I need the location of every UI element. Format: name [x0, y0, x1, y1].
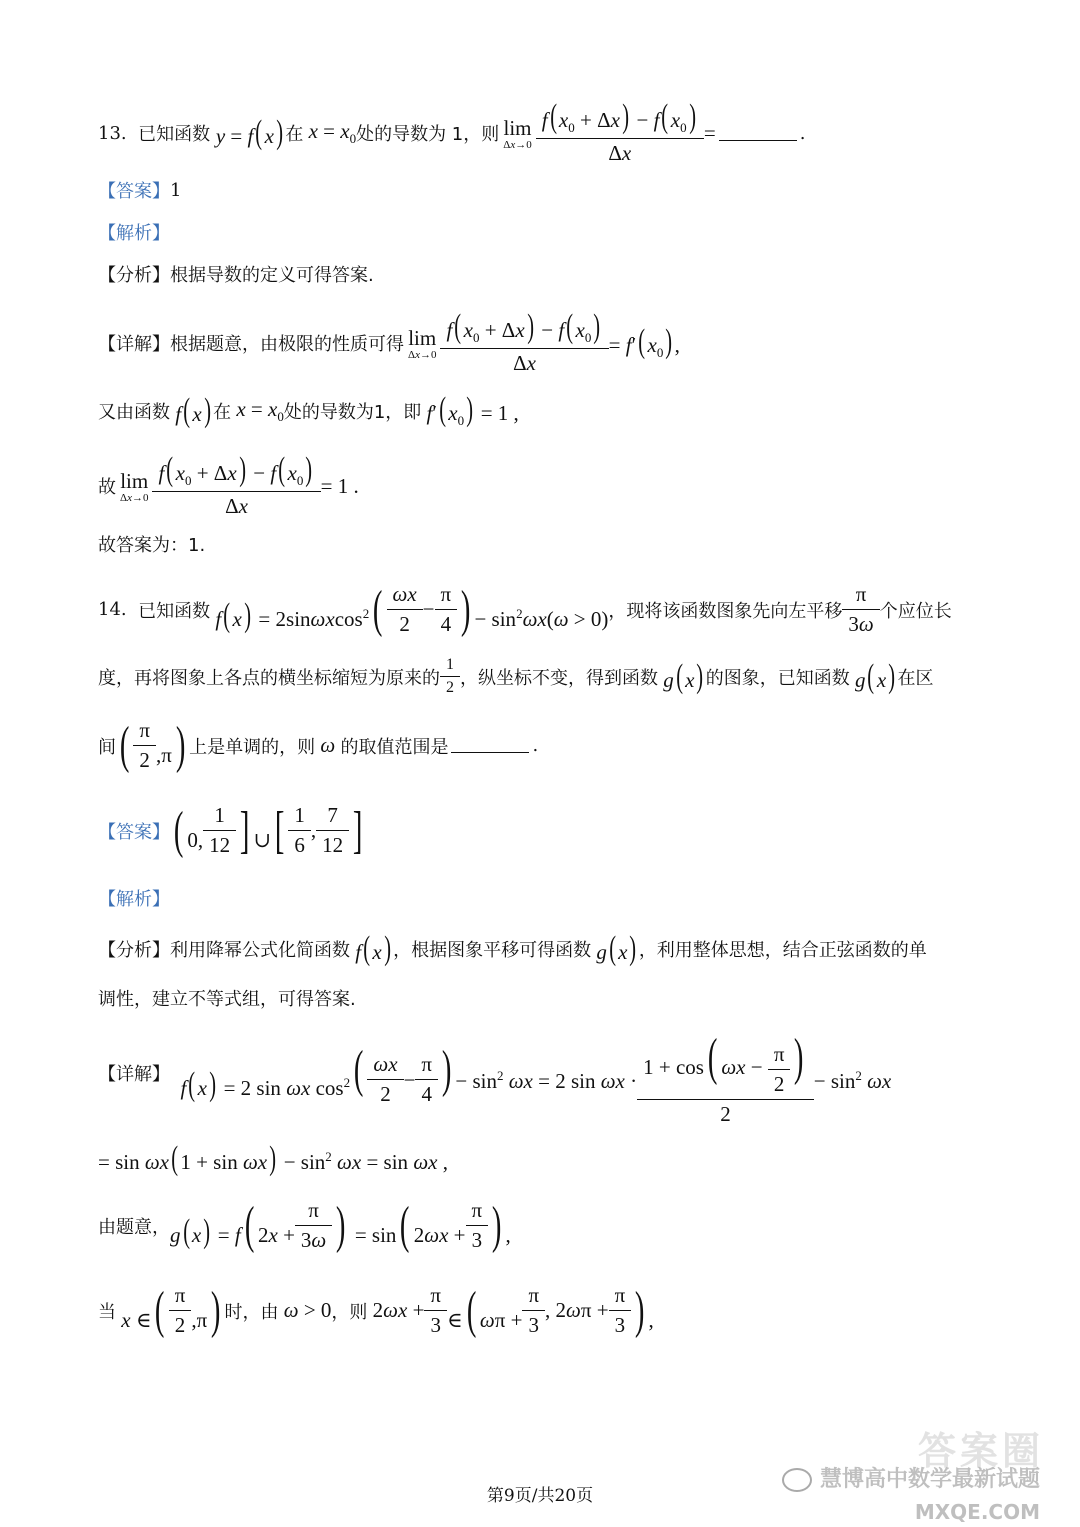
answer-blank [719, 126, 797, 141]
q13-number: 13. [98, 122, 127, 144]
q13-answer: 【答案】 1 [98, 179, 182, 202]
q13-line2: 又由函数 f( x) 在 $x = x_0$ 处的导数为1，即 f′( $x_0) = 1$ , [98, 391, 519, 429]
q13-fenxi: 【分析】 根据导数的定义可得答案. [98, 265, 374, 286]
q13-xiangjie: 【详解】 根据题意，由极限的性质可得 lim Δx→0 $\frac{f( x_0 + \Delta x) - f( x_0)}{\Delta x}$ = f′( $x_0$) , [98, 308, 680, 375]
q14-g: 由题意， g( x) = f( 2x + $\frac{\pi}{3\omega}$ ) = sin( 2ωx + $\frac{\pi}{3}$ ) , [98, 1196, 511, 1254]
page-footer: 第9页/共20页 [486, 1486, 594, 1506]
q14-stem-1: 14. 已知函数 f( x) = 2sinωxcos$^2$( $\frac{\omega x}{2}$ − $\frac{\pi}{4}$ ) − $\sin^2\omega x(\omega > 0)$ ，现将该函数图象先向左平移 $\frac{\pi}{3\omega}$ 个应位长 [98, 580, 952, 638]
q13-stem: 13. 已知函数 y = f( x) 在 $x = x_0$ 处的导数为 1，则 lim Δx→0 $\frac{f( x_0 + \Delta x) - f( x_0)}{\Delta x}$ = . [98, 98, 806, 165]
q14-number: 14. [98, 599, 127, 620]
q14-stem-3: 间 ( $\frac{\pi}{2}$ ,π) 上是单调的，则 ω 的取值范围是 . [98, 716, 539, 774]
q14-answer: 【答案】 ( 0, $\frac{1}{12}$ ] ∪[ $\frac{1}{6}$ , $\frac{7}{12}$ ] [98, 801, 363, 859]
q13-gu: 故 lim Δx→0 $\frac{f( x_0 + \Delta x) - f( x_0)}{\Delta x}$ = 1 . [98, 451, 359, 518]
q13-text: 已知函数 [138, 124, 211, 145]
watermark-brand: 答案圈 [917, 1429, 1044, 1473]
q14-stem-2: 度，再将图象上各点的横坐标缩短为原来的 $\frac{1}{2}$ ，纵坐标不变，得到函数 g( x) 的图象，已知函数 g( x) 在区 [98, 656, 934, 696]
q14-simplify: = sin ωx( $1 + \sin \omega x) - \sin^2 \omega x = \sin \omega x$ , [98, 1140, 448, 1177]
q14-jiexi: 【解析】 [98, 889, 170, 910]
watermark: 慧博高中数学最新试题 [782, 1462, 1040, 1493]
q13-conclusion: 故答案为：1. [98, 535, 206, 556]
watermark-site: MXQE.COM [914, 1500, 1040, 1524]
q13-jiexi: 【解析】 [98, 223, 170, 244]
q14-fenxi-2: 调性，建立不等式组，可得答案. [98, 989, 356, 1010]
answer-blank [451, 738, 529, 753]
q14-fenxi: 【分析】 利用降幂公式化简函数 f( x) ，根据图象平移可得函数 g( x) ，利用整体思想，结合正弦函数的单 [98, 930, 927, 967]
q14-xiangjie: 【详解】 f( x) = 2 sin ωx $\cos^2$ ( $\frac{\omega x}{2}$ − $\frac{\pi}{4}$ ) − $\sin^2 \omega x = 2$ sin ωx · 1 + cos( ωx − $\frac{\pi}{2}$ ) 2 − $\sin^2 \omega x$ [98, 1029, 892, 1126]
q14-range: 当 x ∈( $\frac{\pi}{2}$ ,π) 时，由 ω > 0 ，则 2ωx + $\frac{\pi}{3}$ ∈( ωπ + $\frac{\pi}{3}$ , 2ωπ + $\frac{\pi}{3}$ ) , [98, 1281, 654, 1339]
